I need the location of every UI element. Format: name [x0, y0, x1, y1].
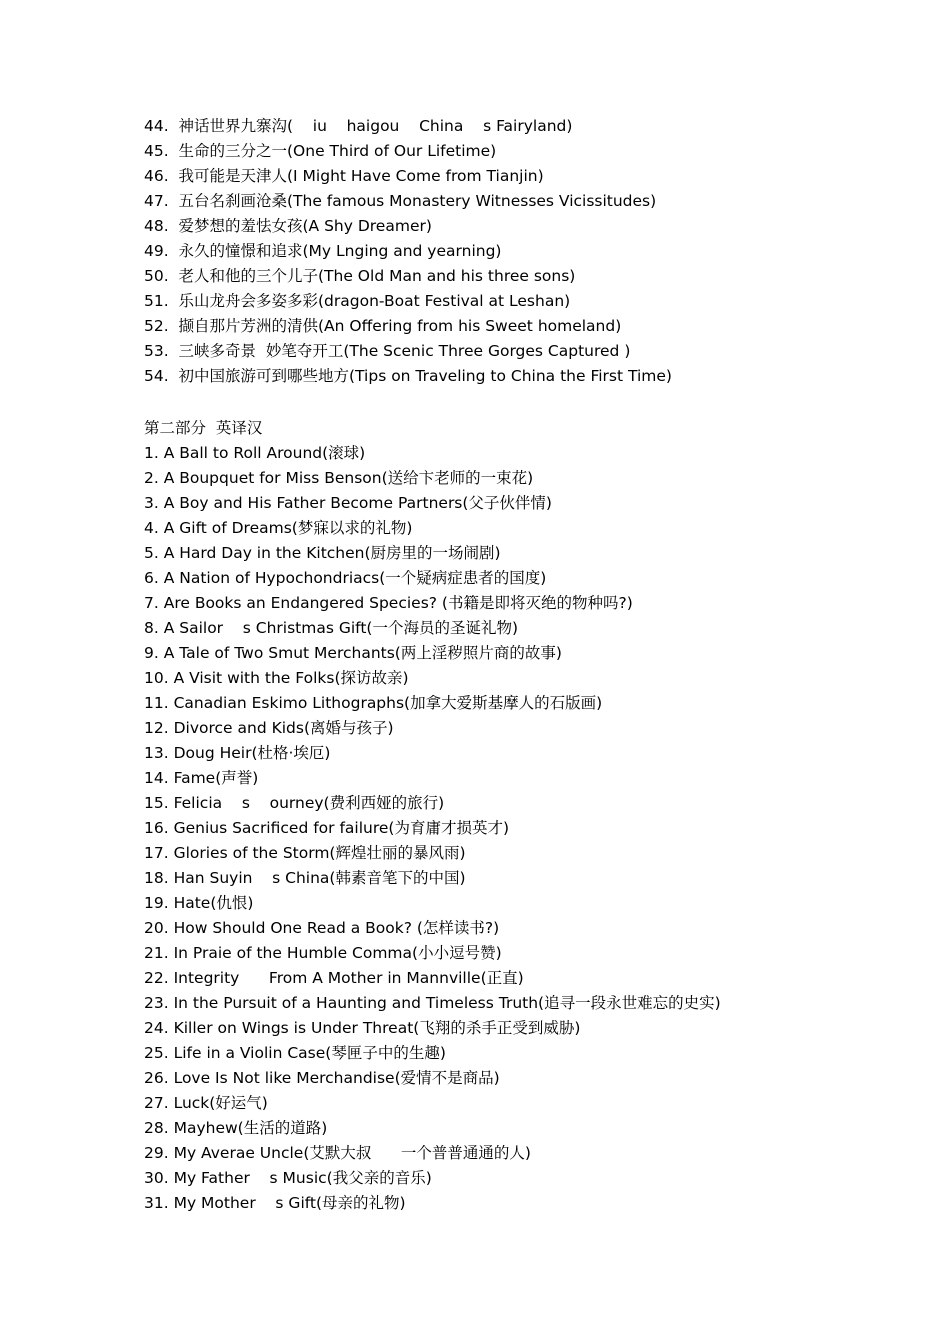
list-item: 6. A Nation of Hypochondriacs(一个疑病症患者的国度): [144, 569, 547, 587]
list-item: 27. Luck(好运气): [144, 1094, 268, 1112]
list-item: 28. Mayhew(生活的道路): [144, 1119, 328, 1137]
list-item: 23. In the Pursuit of a Haunting and Timeless Truth(追寻一段永世难忘的史实): [144, 994, 721, 1012]
list-item: 8. A Sailor s Christmas Gift(一个海员的圣诞礼物): [144, 619, 519, 637]
list-item: 18. Han Suyin s China(韩素音笔下的中国): [144, 869, 466, 887]
section-heading: 第二部分 英译汉: [144, 419, 263, 437]
list-item: 9. A Tale of Two Smut Merchants(两上淫秽照片商的故事): [144, 644, 562, 662]
list-item: 14. Fame(声誉): [144, 769, 259, 787]
list-item: 45. 生命的三分之一(One Third of Our Lifetime): [144, 142, 497, 160]
list-item: 29. My Averae Uncle(艾默大叔 一个普普通通的人): [144, 1144, 531, 1162]
list-item: 51. 乐山龙舟会多姿多彩(dragon-Boat Festival at Leshan): [144, 292, 571, 310]
document-page: [144, 114, 904, 1216]
list-item: 12. Divorce and Kids(离婚与孩子): [144, 719, 394, 737]
list-item: 44. 神话世界九寨沟( iu haigou China s Fairyland): [144, 117, 573, 135]
list-item: 17. Glories of the Storm(辉煌壮丽的暴风雨): [144, 844, 466, 862]
list-item: 49. 永久的憧憬和追求(My Lnging and yearning): [144, 242, 502, 260]
list-item: 52. 撷自那片芳洲的清供(An Offering from his Sweet homeland): [144, 317, 622, 335]
list-item: 26. Love Is Not like Merchandise(爱情不是商品): [144, 1069, 500, 1087]
list-item: 48. 爱梦想的羞怯女孩(A Shy Dreamer): [144, 217, 432, 235]
list-item: 15. Felicia s ourney(费利西娅的旅行): [144, 794, 445, 812]
section-gap: [144, 389, 904, 416]
list-item: 2. A Boupquet for Miss Benson(送给卞老师的一束花): [144, 469, 534, 487]
list-item: 53. 三峡多奇景 妙笔夺开工(The Scenic Three Gorges Captured ): [144, 342, 631, 360]
list-item: 13. Doug Heir(杜格·埃厄): [144, 744, 331, 762]
list-item: 25. Life in a Violin Case(琴匣子中的生趣): [144, 1044, 446, 1062]
list-item: 21. In Praie of the Humble Comma(小小逗号赞): [144, 944, 502, 962]
list-item: 30. My Father s Music(我父亲的音乐): [144, 1169, 432, 1187]
list-item: 20. How Should One Read a Book? (怎样读书?): [144, 919, 500, 937]
list-item: 47. 五台名刹画沧桑(The famous Monastery Witnesses Vicissitudes): [144, 192, 657, 210]
list-item: 22. Integrity From A Mother in Mannville(正直): [144, 969, 524, 987]
list-item: 31. My Mother s Gift(母亲的礼物): [144, 1194, 406, 1212]
list-item: 1. A Ball to Roll Around(滚球): [144, 444, 366, 462]
list-item: 11. Canadian Eskimo Lithographs(加拿大爱斯基摩人的石版画): [144, 694, 603, 712]
list-item: 3. A Boy and His Father Become Partners(父子伙伴情): [144, 494, 552, 512]
list-item: 7. Are Books an Endangered Species? (书籍是即将灭绝的物种吗?): [144, 594, 633, 612]
list-item: 50. 老人和他的三个儿子(The Old Man and his three sons): [144, 267, 576, 285]
list-item: 16. Genius Sacrificed for failure(为育庸才损英才): [144, 819, 509, 837]
part1-list: [144, 114, 904, 389]
list-item: 24. Killer on Wings is Under Threat(飞翔的杀手正受到威胁): [144, 1019, 581, 1037]
list-item: 19. Hate(仇恨): [144, 894, 254, 912]
part2-list: [144, 441, 904, 1216]
list-item: 54. 初中国旅游可到哪些地方(Tips on Traveling to China the First Time): [144, 367, 672, 385]
list-item: 4. A Gift of Dreams(梦寐以求的礼物): [144, 519, 413, 537]
list-item: 10. A Visit with the Folks(探访故亲): [144, 669, 409, 687]
list-item: 5. A Hard Day in the Kitchen(厨房里的一场闹剧): [144, 544, 501, 562]
list-item: 46. 我可能是天津人(I Might Have Come from Tianjin): [144, 167, 544, 185]
